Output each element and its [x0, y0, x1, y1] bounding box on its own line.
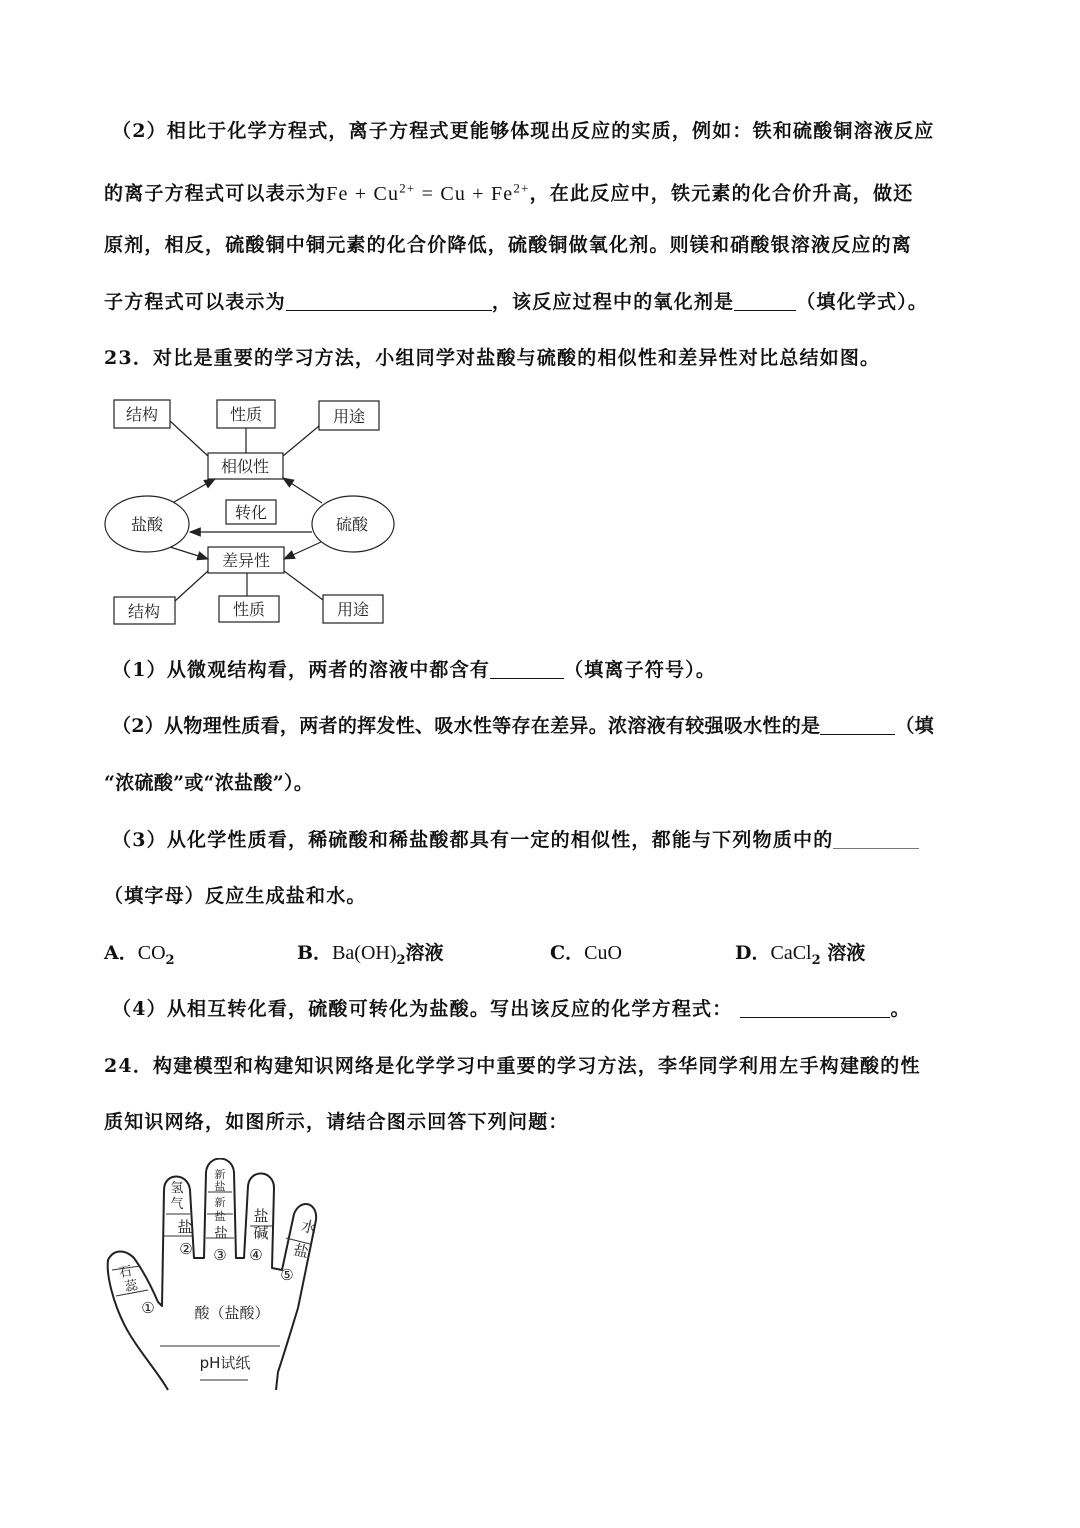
hand-middle-char-1: 新 — [214, 1168, 226, 1181]
label-conversion: 转化 — [234, 503, 268, 522]
label-bot-use: 用途 — [336, 600, 370, 619]
option-a — [104, 941, 175, 973]
arrow-hcl-to-difference — [170, 547, 208, 559]
label-bot-property: 性质 — [232, 600, 266, 619]
connector-line — [170, 421, 208, 456]
option-d-subscript: 2 — [811, 952, 821, 968]
q23-sub1-post: （填离子符号）。 — [564, 659, 717, 681]
hand-little-char-1: 水 — [299, 1216, 319, 1238]
q23-sub2-post: （填 — [895, 715, 934, 737]
hand-palm-label: 酸（盐酸） — [194, 1304, 270, 1322]
label-top-property: 性质 — [229, 405, 263, 424]
hand-middle-char-4: 盐 — [214, 1210, 226, 1223]
answer-blank-oxidant[interactable] — [734, 292, 796, 311]
eq-cu-charge: 2+ — [399, 180, 416, 195]
option-d-tail: 溶液 — [820, 942, 866, 964]
hand-thumb-char-2: 蕊 — [123, 1278, 140, 1296]
q23-sub2-pre: （2）从物理性质看，两者的挥发性、吸水性等存在差异。浓溶液有较强吸水性的是 — [112, 715, 821, 737]
option-c-formula: CuO — [584, 942, 622, 964]
option-a-label: A． — [104, 942, 138, 964]
option-b-formula: Ba(OH) — [332, 942, 397, 964]
q22-p2-line4-post: （填化学式）。 — [796, 291, 929, 313]
q23-sub4-pre: （4）从相互转化看，硫酸可转化为盐酸。写出该反应的化学方程式： — [112, 998, 733, 1020]
arrow-hcl-to-similarity — [174, 479, 215, 502]
left-hand-acid-network-diagram — [100, 1158, 330, 1398]
q23-sub1-pre: （1）从微观结构看，两者的溶液中都含有 — [112, 659, 491, 681]
eq-fe-charge: 2+ — [513, 180, 530, 195]
hand-number-2: ② — [179, 1240, 193, 1258]
q22-p2-line4-pre: 子方程式可以表示为 — [104, 291, 286, 313]
q24-stem-line2: 质知识网络，如图所示，请结合图示回答下列问题： — [104, 1111, 569, 1133]
answer-blank-ion[interactable] — [490, 660, 564, 679]
ionic-equation — [326, 180, 530, 205]
label-hydrochloric-acid: 盐酸 — [130, 515, 164, 534]
eq-part-mid: = Cu + Fe — [415, 182, 514, 205]
hand-number-1: ① — [141, 1299, 155, 1317]
answer-blank-equation[interactable] — [740, 999, 890, 1018]
answer-blank-ionic-equation[interactable] — [286, 292, 492, 311]
q23-sub3-line2: （填字母）反应生成盐和水。 — [104, 885, 367, 907]
arrow-h2so4-to-similarity — [283, 478, 322, 503]
q22-p2-line2-pre: 的离子方程式可以表示为 — [104, 182, 327, 205]
connector-line — [175, 571, 208, 601]
q23-stem: 23．对比是重要的学习方法，小组同学对盐酸与硫酸的相似性和差异性对比总结如图。 — [104, 347, 881, 369]
q23-sub3-pre: （3）从化学性质看，稀硫酸和稀盐酸都具有一定的相似性，都能与下列物质中的 — [112, 829, 834, 851]
eq-part-fe: Fe + Cu — [326, 182, 400, 205]
option-a-formula: CO — [137, 942, 166, 964]
hand-number-3: ③ — [213, 1246, 227, 1264]
q23-sub4 — [112, 997, 911, 1021]
hand-index-char-3: 盐 — [177, 1218, 193, 1236]
hand-index-char-1: 氢 — [170, 1181, 184, 1196]
option-d — [735, 941, 865, 973]
label-difference: 差异性 — [221, 551, 271, 570]
hand-wrist-label: pH试纸 — [199, 1354, 251, 1372]
option-c-label: C． — [550, 942, 585, 964]
option-b-subscript: 2 — [396, 952, 406, 968]
hand-middle-char-3: 新 — [214, 1196, 226, 1209]
q23-sub2 — [112, 714, 934, 738]
hand-middle-char-2: 盐 — [214, 1180, 226, 1193]
hand-middle-char-5: 盐 — [214, 1226, 228, 1242]
q22-p2-line3: 原剂，相反，硫酸铜中铜元素的化合价降低，硫酸铜做氧化剂。则镁和硝酸银溶液反应的离 — [104, 234, 913, 256]
label-bot-structure: 结构 — [127, 602, 161, 621]
q23-sub1 — [112, 658, 716, 682]
hand-ring-char-1: 盐 — [253, 1207, 269, 1225]
label-top-structure: 结构 — [125, 405, 159, 424]
hand-ring-char-2: 碱 — [253, 1224, 269, 1242]
connector-line — [283, 426, 319, 456]
arrow-h2so4-to-difference — [284, 542, 321, 559]
q22-p2-line2 — [104, 176, 913, 206]
q22-p2-line2-post: ，在此反应中，铁元素的化合价升高，做还 — [529, 182, 914, 205]
hand-little-char-2: 盐 — [291, 1240, 311, 1262]
option-b — [297, 941, 444, 973]
q23-sub4-post: 。 — [890, 998, 911, 1020]
hand-number-4: ④ — [249, 1246, 263, 1264]
connector-line — [284, 571, 323, 600]
option-a-subscript: 2 — [165, 952, 175, 968]
hand-thumb-char-1: 石 — [117, 1264, 134, 1282]
hand-number-5: ⑤ — [280, 1266, 294, 1284]
label-similarity: 相似性 — [220, 457, 270, 476]
q22-p2-line4 — [104, 290, 928, 314]
option-c — [550, 941, 622, 965]
q22-p2-line4-mid: ，该反应过程中的氧化剂是 — [491, 291, 735, 313]
q24-stem-line1: 24．构建模型和构建知识网络是化学学习中重要的学习方法，李华同学利用左手构建酸的性 — [104, 1055, 921, 1077]
q23-sub3 — [112, 828, 919, 852]
answer-blank-hygroscopic[interactable] — [820, 716, 895, 735]
label-sulfuric-acid: 硫酸 — [335, 515, 369, 534]
option-d-formula: CaCl — [770, 942, 812, 964]
acid-comparison-diagram — [100, 396, 400, 628]
hand-index-char-2: 气 — [170, 1197, 184, 1212]
answer-blank-letters[interactable] — [833, 830, 919, 849]
q23-sub2-line2: “浓硫酸”或“浓盐酸”）。 — [104, 772, 314, 794]
label-top-use: 用途 — [332, 407, 366, 426]
q22-p2-line1: （2）相比于化学方程式，离子方程式更能够体现出反应的实质，例如：铁和硫酸铜溶液反应 — [112, 120, 935, 142]
option-b-label: B． — [297, 942, 333, 964]
option-b-tail: 溶液 — [405, 942, 444, 964]
option-d-label: D． — [735, 942, 771, 964]
